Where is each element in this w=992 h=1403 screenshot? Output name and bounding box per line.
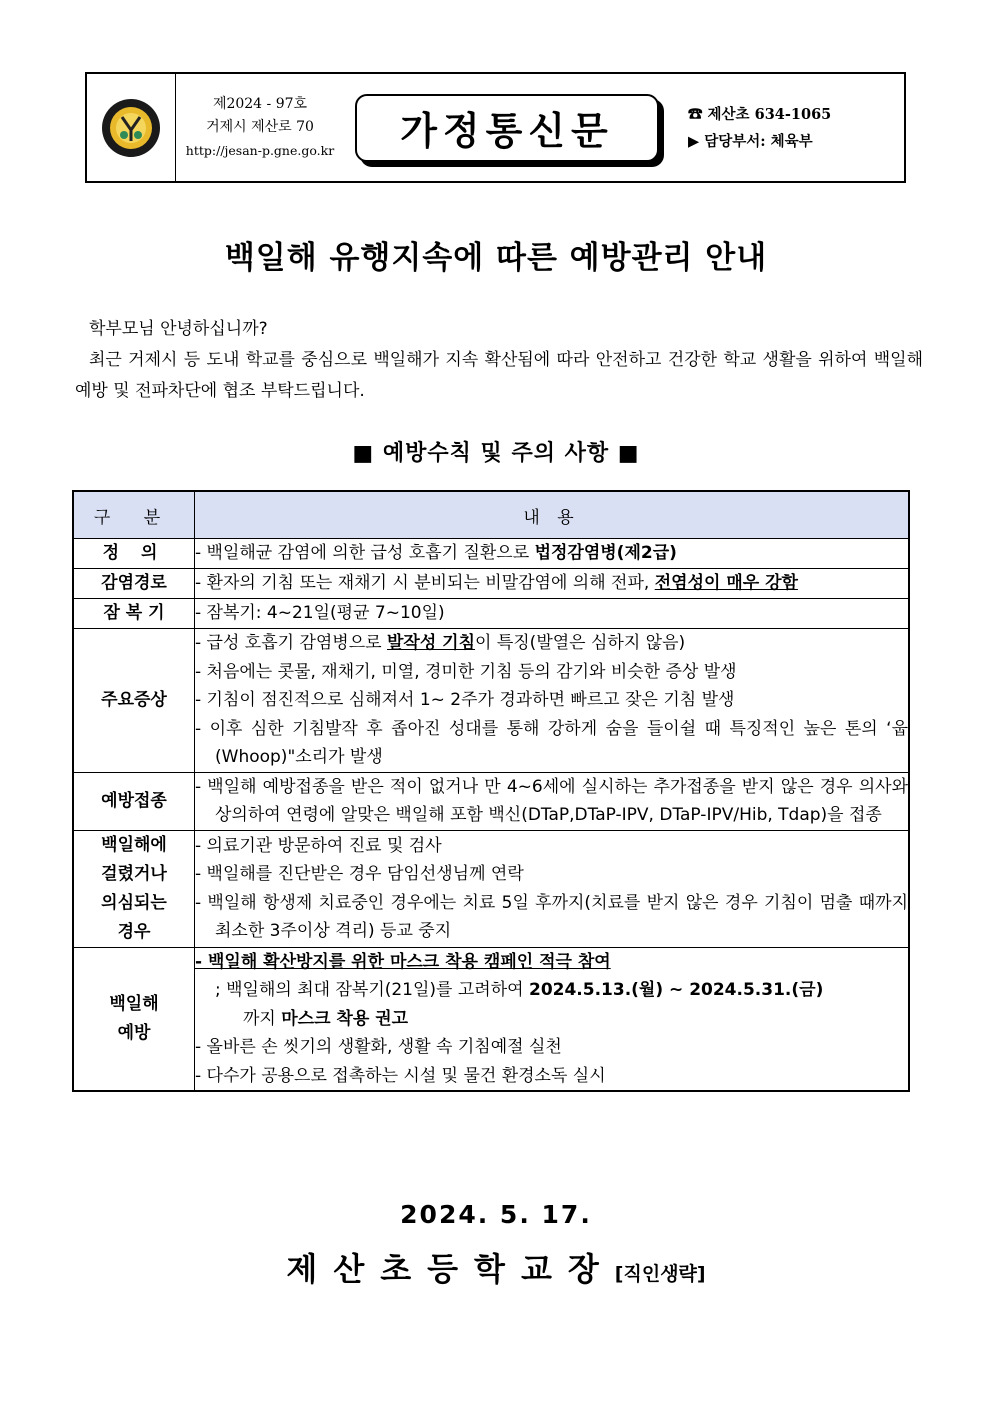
row-content-suspected <box>195 830 910 947</box>
row-label-vaccination: 예방접종 <box>73 772 195 830</box>
table-row <box>73 599 909 629</box>
row-label-suspected: 백일해에 걸렸거나 의심되는 경우 <box>73 830 195 947</box>
principal-title: 제산초등학교장 <box>286 1250 615 1288</box>
header-category: 구 분 <box>73 491 195 539</box>
list-item: ; 백일해의 최대 잠복기(21일)를 고려하여 2024.5.13.(월) ~ 2024.5.31.(금) <box>215 980 824 1000</box>
row-content-route: - 환자의 기침 또는 재채기 시 분비되는 비말감염에 의해 전파, 전염성이 매우 강함 <box>195 569 910 599</box>
letter-header <box>85 72 906 183</box>
school-emblem-icon <box>100 97 162 159</box>
signature <box>0 1244 992 1290</box>
table-header-row <box>73 491 909 539</box>
row-label-definition: 정 의 <box>73 539 195 569</box>
list-item: - 처음에는 콧물, 재채기, 미열, 경미한 기침 등의 감기와 비슷한 증상 발생 <box>195 661 737 682</box>
main-title: 백일해 유행지속에 따른 예방관리 안내 <box>224 240 768 276</box>
header-content: 내 용 <box>195 491 910 539</box>
row-content-vaccination <box>195 772 910 830</box>
table-row <box>73 569 909 599</box>
title-box-wrapper <box>344 74 670 181</box>
list-item: - 백일해 확산방지를 위한 마스크 착용 캠페인 적극 참여 <box>195 951 611 972</box>
row-content-symptoms <box>195 629 910 773</box>
table-row <box>73 830 909 947</box>
list-item: - 기침이 점진적으로 심해져서 1~ 2주가 경과하면 빠르고 잦은 기침 발생 <box>195 690 735 710</box>
list-item: - 의료기관 방문하여 진료 및 검사 <box>195 835 442 856</box>
row-label-incubation: 잠 복 기 <box>73 599 195 629</box>
school-address: 거제시 제산로 70 <box>206 119 314 135</box>
issue-date: 2024. 5. 17. <box>400 1200 592 1229</box>
school-logo <box>87 74 176 181</box>
list-item: 까지 마스크 착용 권고 <box>243 1008 409 1029</box>
intro-body: 최근 거제시 등 도내 학교를 중심으로 백일해가 지속 확산됨에 따라 안전하고 건강한 학교 생활을 위하여 백일해 예방 및 전파차단에 협조 부탁드립니다. <box>75 350 923 401</box>
row-content-prevention <box>195 947 910 1091</box>
row-label-route: 감염경로 <box>73 569 195 599</box>
row-content-incubation: - 잠복기: 4~21일(평균 7~10일) <box>195 599 910 629</box>
school-url[interactable]: http://jesan-p.gne.go.kr <box>185 143 335 158</box>
list-item: - 급성 호흡기 감염병으로 발작성 기침이 특징(발열은 심하지 않음) <box>195 633 686 653</box>
table-row <box>73 947 909 1091</box>
table-row <box>73 629 909 773</box>
issue-number: 제2024 - 97호 <box>212 96 308 112</box>
greeting: 학부모님 안녕하십니까? <box>89 319 268 339</box>
table-row <box>73 539 909 569</box>
department: ▶ 담당부서: 체육부 <box>688 132 813 150</box>
phone-number: ☎ 제산초 634-1065 <box>688 105 832 123</box>
list-item: - 백일해 항생제 치료중인 경우에는 치료 5일 후까지(치료를 받지 않은 경우 기침이 멈출 때까지 최소한 3주이상 격리) 등교 중지 <box>195 892 908 941</box>
row-content-definition: - 백일해균 감염에 의한 급성 호흡기 질환으로 법정감염병(제2급) <box>195 539 910 569</box>
seal-omitted: [직인생략] <box>614 1263 706 1285</box>
row-label-symptoms: 주요증상 <box>73 629 195 773</box>
school-info <box>176 74 344 181</box>
list-item: - 올바른 손 씻기의 생활화, 생활 속 기침예절 실천 <box>195 1037 562 1057</box>
contact-info <box>670 74 904 181</box>
letter-title: 가정통신문 <box>355 94 659 162</box>
intro-text <box>75 314 923 407</box>
list-item: - 이후 심한 기침발작 후 좁아진 성대를 통해 강하게 숨을 들이쉴 때 특징적인 높은 톤의 ‘웁(Whoop)"소리가 발생 <box>195 718 908 767</box>
section-title: ■ 예방수칙 및 주의 사항 ■ <box>352 441 640 466</box>
list-item: - 백일해 예방접종을 받은 적이 없거나 만 4~6세에 실시하는 추가접종을 받지 않은 경우 의사와 상의하여 연령에 알맞은 백일해 포함 백신(DTaP,DTaP-IPV, DTaP-IPV/Hib, Tdap)을 접종 <box>195 776 908 825</box>
list-item: - 다수가 공용으로 접촉하는 시설 및 물건 환경소독 실시 <box>195 1065 606 1086</box>
row-label-prevention: 백일해 예방 <box>73 947 195 1091</box>
table-row <box>73 772 909 830</box>
list-item: - 백일해를 진단받은 경우 담임선생님께 연락 <box>195 864 524 884</box>
prevention-rules-table <box>72 490 910 1092</box>
